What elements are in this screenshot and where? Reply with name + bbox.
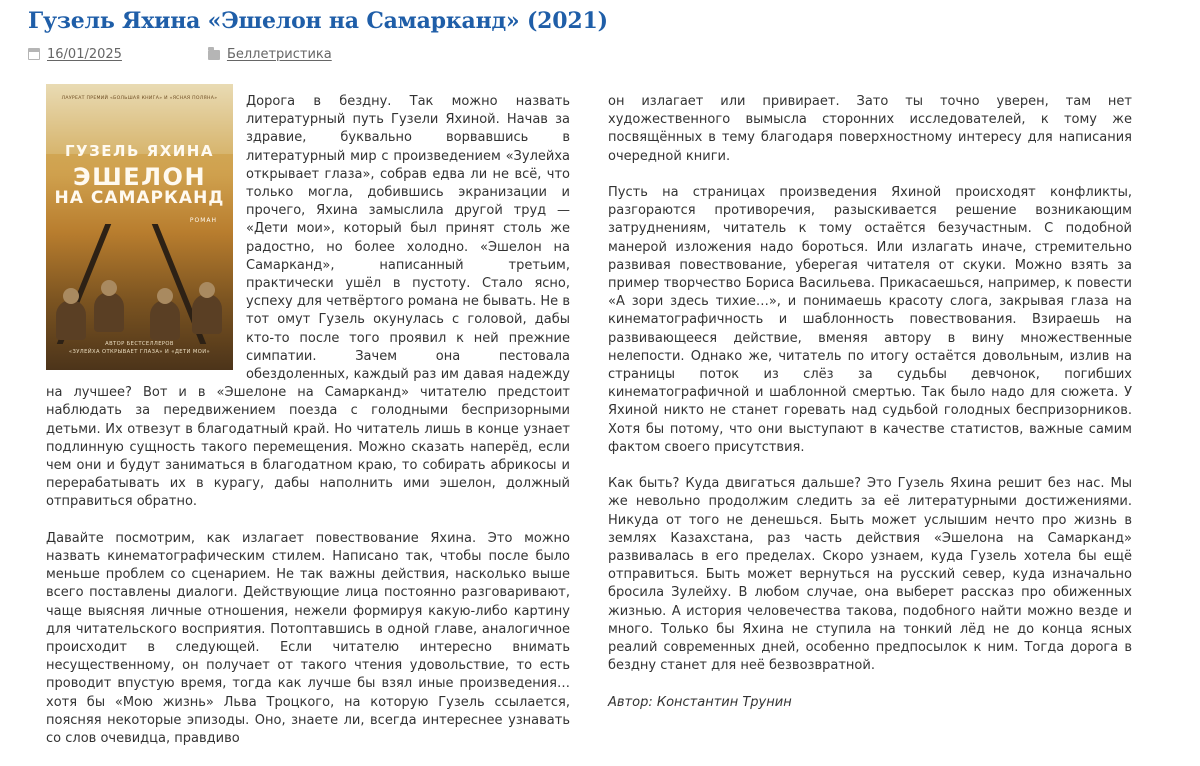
article-paragraph: Дорога в бездну. Так можно назвать литературный путь Гузели Яхиной. Начав за здравие, буквально ворвавшись в литературный мир с произведением «Зулейха открывает глаза», собрав едва ли не всё, что только могла, добившись экранизации и прочего, Яхина замыслила другой труд — «Дети мои», который был принят столь же радостно, но более холодно. «Эшелон на Самарканд», написанный третьим, практически ушёл в пустоту. Стало ясно, успеху для четвёртого романа не бывать. Не в тот омут Гузель окунулась с головой, дабы кто-то после того проявил к ней прежние симпатии. Зачем она пестовала обездоленных, каждый раз им давая надежду на лучшее? Вот и в «Эшелоне на Самарканд» читателю предстоит наблюдать за передвижением поезда с голодными беспризорными детьми. Их отвезут в благодатный край. Но читатель лишь в конце узнает подлинную сущность такого перемещения. Можно сказать наперёд, если чем они и будут заниматься в благодатном краю, то собирать абрикосы и перерабатывать их в курагу, дабы наполнить ими эшелон, должный отправиться обратно.: [46, 94, 570, 510]
article-paragraph: Давайте посмотрим, как излагает повествование Яхина. Это можно назвать кинематографическим стилем. Написано так, чтобы после было меньше проблем со сценарием. Не так важны действия, насколько выше всего поставлены диалоги. Действующие лица постоянно разговаривают, чаще выясняя личные отношения, нежели формируя какую-либо картину для читательского восприятия. Потоптавшись в одной главе, аналогичное происходит в следующей. Если читателю интересно внимать несущественному, он получает от такого чтения удовольствие, то есть проводит впустую время, тогда как лучше бы взял иные произведения… хотя бы «Мою жизнь» Льва Троцкого, на которую Гузель ссылается, поясняя некоторые эпизоды. Оно, знаете ли, всегда интереснее узнавать со слов очевидца, правдиво: [46, 530, 570, 747]
post-meta: [28, 45, 332, 63]
cover-bottom-line1: АВТОР БЕСТСЕЛЛЕРОВ: [105, 341, 174, 347]
cover-figure: [94, 292, 124, 332]
cover-bottom-text: [46, 340, 233, 356]
folder-icon: [208, 50, 220, 60]
article-left-column: [46, 93, 570, 766]
article-paragraph: Как быть? Куда двигаться дальше? Это Гузель Яхина решит без нас. Мы же невольно продолжим следить за её литературными достижениями. Никуда от того не денешься. Быть может услышим нечто про жизнь в землях Казахстана, раз часть действия «Эшелона на Самарканд» развивалась в его пределах. Скоро узнаем, куда Гузель хотела бы ещё отправиться. Быть может вернуться на русский север, куда изначально бросила Зулейху. В любом случае, она выберет рассказ про обиженных жизнью. А история человечества такова, подобного найти можно везде и много. Только бы Яхина не ступила на тонкий лёд не до конца ясных реалий современных дней, особенно предпосылок к ним. Тогда дорога в бездну станет для неё безвозвратной.: [608, 476, 1132, 674]
cover-bottom-line2: «ЗУЛЕЙХА ОТКРЫВАЕТ ГЛАЗА» И «ДЕТИ МОИ»: [68, 349, 211, 355]
cover-author: ГУЗЕЛЬ ЯХИНА: [65, 142, 214, 160]
calendar-icon: [28, 48, 40, 60]
page-title: Гузель Яхина «Эшелон на Самарканд» (2021): [28, 8, 608, 34]
article-right-column: [608, 93, 1132, 730]
cover-award-line: ЛАУРЕАТ ПРЕМИЙ «БОЛЬШАЯ КНИГА» И «ЯСНАЯ ПОЛЯНА»: [61, 96, 218, 101]
cover-figure: [56, 300, 86, 340]
book-cover-image: [46, 84, 233, 370]
article-paragraph: Пусть на страницах произведения Яхиной происходят конфликты, разгораются противоречия, разыскивается решение возникающим затруднениям, читатель к тому остаётся безучастным. С подобной манерой изложения надо бороться. Или излагать иначе, стремительно развивая повествование, уберегая читателя от скуки. Можно взять за пример творчество Бориса Васильева. Прикасаешься, например, к повести «А зори здесь тихие…», и понимаешь красоту слога, закрывая глаза на кинематографичность и шаблонность повествования. Взираешь на развивающееся действие, вменяя автору в вину множественные нелепости. Однако же, читатель по итогу остаётся довольным, излив на страницы поток из слёз за судьбы девчонок, погибших кинематографичной и шаблонной смертью. Так было надо для сюжета. У Яхиной никто не станет горевать над судьбой голодных беспризорников. Хотя бы потому, что они выступают в качестве статистов, важные самим фактом своего присутствия.: [608, 185, 1132, 455]
author-signature: Автор: Константин Трунин: [608, 694, 792, 710]
cover-title-line1: ЭШЕЛОН: [72, 163, 207, 191]
article-paragraph: он излагает или привирает. Зато ты точно уверен, там нет художественного вымысла сторонних исследователей, к тому же посвящённых в тему благодаря поверхностному интересу для написания очередной книги.: [608, 94, 1132, 164]
category-link[interactable]: Беллетристика: [226, 46, 332, 62]
cover-genre: РОМАН: [189, 217, 217, 224]
cover-figure: [150, 300, 180, 340]
cover-title-line2: НА САМАРКАНД: [54, 188, 225, 208]
post-date-link[interactable]: 16/01/2025: [47, 46, 122, 62]
cover-figure: [192, 294, 222, 334]
